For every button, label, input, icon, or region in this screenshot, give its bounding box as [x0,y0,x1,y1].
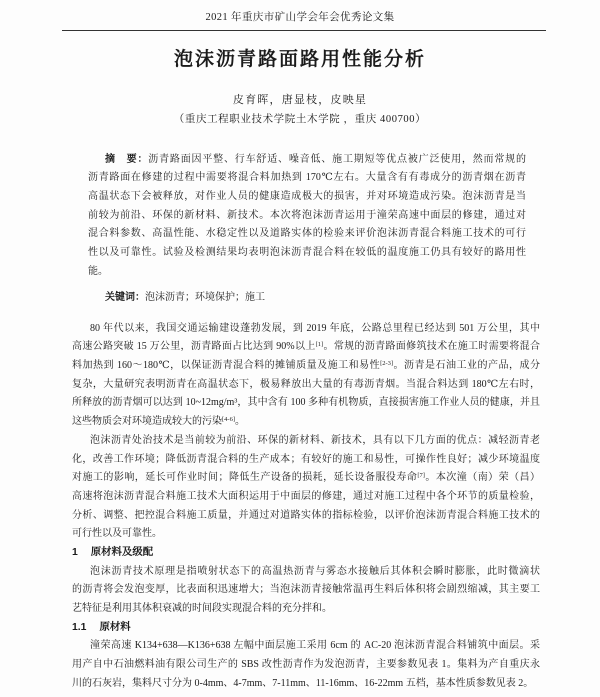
abstract-line [88,225,526,244]
text-line [72,507,540,526]
text-line [72,488,540,507]
keywords-label: 关键词： [105,291,145,303]
text-segment: 的沥青将会发泡变厚，比表面积迅速增大；当泡沫沥青接触常温再生料后体积将会剧烈缩减，其主要工 [72,584,540,596]
citation-ref: [2-3] [380,359,394,367]
text-line [72,376,540,395]
affiliation: （重庆工程职业技术学院土木学院 ，重庆 400700） [173,114,427,125]
abstract-line [88,263,526,282]
running-header: 2021 年重庆市矿山学会年会优秀论文集 [205,12,395,23]
abstract-line [88,151,526,170]
abstract-line [88,169,526,188]
text-line [72,525,540,544]
text-segment: 高速将泡沫沥青混合料施工技术大面积运用于中面层的修建，通过对施工过程中各个环节的质量检验， [72,490,540,502]
text-segment: 。本次潼（南）荣（昌） [424,472,540,484]
text-segment: 。沥青是石油工业的产品，成分 [393,360,540,372]
abstract-line [88,188,526,207]
abstract-line [88,244,526,263]
text-line [72,432,540,451]
header-rule [62,30,546,31]
citation-ref: [4-6] [222,415,235,423]
text-segment: 艺特征是利用其体积衰减的时间段实现混合料的充分拌和。 [72,603,332,614]
text-segment: 高速公路突破 15 万公里，沥青路面占比达到 90%以上 [72,341,316,353]
text-segment: 80 年代以来，我国交通运输建设蓬勃发展，到 2019 年底，公路总里程已经达到 501 万公里，其中 [90,322,540,334]
keywords [105,289,526,308]
section-number: 1.1 [72,621,87,633]
body-paragraph [72,320,540,432]
text-line [72,451,540,470]
text-segment: 对施工的影响，延长可作业时间；降低生产设备的损耗，延长设备服役寿命 [72,472,418,484]
abstract-text: 性以及可靠性。试验及检测结果均表明泡沫沥青混合料在较低的温度施工仍具有较好的路用性 [88,247,526,259]
body-paragraph [72,563,540,619]
text-line [72,637,540,656]
keywords-text: 泡沫沥青；环境保护；施工 [145,291,265,303]
section-heading [72,544,540,563]
abstract-text: 前较为前沿、环保的新材料、新技术。本次将泡沫沥青运用于潼荣高速中面层的修建，通过对 [88,209,526,221]
text-line [72,357,540,376]
text-segment: 分析、调整、把控混合料施工质量，并通过对道路实体的指标检验，以评价泡沫沥青混合料施工技术的 [72,509,540,521]
body-paragraph [72,637,540,693]
paper-title: 泡沫沥青路面路用性能分析 [173,49,426,70]
section-title: 原材料 [99,621,131,633]
text-segment: 所释放的沥青烟可以达到 10~12mg/m³，其中含有 100 多种有机物质，直接损害施工作业人员的健康，并且 [72,397,540,409]
abstract-text: 能。 [88,265,108,277]
text-segment: 潼荣高速 K134+638—K136+638 左幅中面层施工采用 6cm 的 AC-20 泡沫沥青混合料铺筑中面层。采 [90,640,540,652]
text-line [72,469,540,488]
abstract-text: 混合料参数、高温性能、水稳定性以及道路实体的检验来评价泡沫沥青混合料施工技术的可行 [88,228,526,240]
text-segment: 化，改善工作环境；降低沥青混合料的生产成本；有较好的施工和易性，可操作性良好；减少环境温度 [72,453,540,465]
citation-ref: [1] [315,341,324,349]
text-line [72,600,540,619]
text-line [72,563,540,582]
abstract [88,151,526,282]
body-text [72,320,540,694]
author-list: 皮育晖，唐显枝，皮映星 [232,94,368,106]
text-line [72,675,540,694]
text-segment: 这些物质会对环境造成较大的污染 [72,416,222,428]
text-line [72,320,540,339]
section-number: 1 [72,546,78,558]
text-segment: 。 [235,416,245,428]
abstract-text: 高温状态下会被释放，对作业人员的健康造成极大的损害，并对环境造成污染。泡沫沥青是当 [88,191,526,203]
section-title: 原材料及级配 [90,546,154,558]
text-line [72,581,540,600]
text-segment: 川的石灰岩，集料尺寸分为 0-4mm、4-7mm、7-11mm、11-16mm、16-22mm 五档，基本性质参数见表 2。 [72,677,534,689]
text-line [72,656,540,675]
section-heading [72,619,540,638]
text-segment: 泡沫沥青技术原理是指喷射状态下的高温热沥青与雾态水接触后其体积会瞬时膨胀，此时微滴状 [90,565,540,577]
text-segment: 料加热到 160～180℃，以保证沥青混合料的摊铺质量及施工和易性 [72,360,381,372]
abstract-line [88,207,526,226]
text-segment: 复杂，大量研究表明沥青在高温状态下，极易释放出大量的有毒沥青烟。当混合料达到 180℃左右时， [72,378,540,390]
text-segment: 可行性以及可靠性。 [72,528,162,540]
text-segment: 用产自中石油燃料油有限公司生产的 SBS 改性沥青作为发泡沥青，主要参数见表 1。集料为产自重庆永 [72,659,540,671]
body-paragraph [72,432,540,544]
abstract-label: 摘 要： [105,153,149,165]
abstract-text: 沥青路面在修建的过程中需要将混合料加热到 170℃左右。大量含有有毒成分的沥青烟在沥青 [88,172,526,184]
text-segment: 泡沫沥青处治技术是当前较为前沿、环保的新材料、新技术，具有以下几方面的优点：减轻沥青老 [90,434,540,446]
citation-ref: [7] [417,471,425,479]
text-line [72,394,540,413]
text-line [72,338,540,357]
text-line [72,413,540,432]
abstract-text: 沥青路面因平整、行车舒适、噪音低、施工期短等优点被广泛使用，然而常规的 [148,153,526,165]
text-segment: 。常规的沥青路面修筑技术在施工时需要将混合 [323,341,540,353]
